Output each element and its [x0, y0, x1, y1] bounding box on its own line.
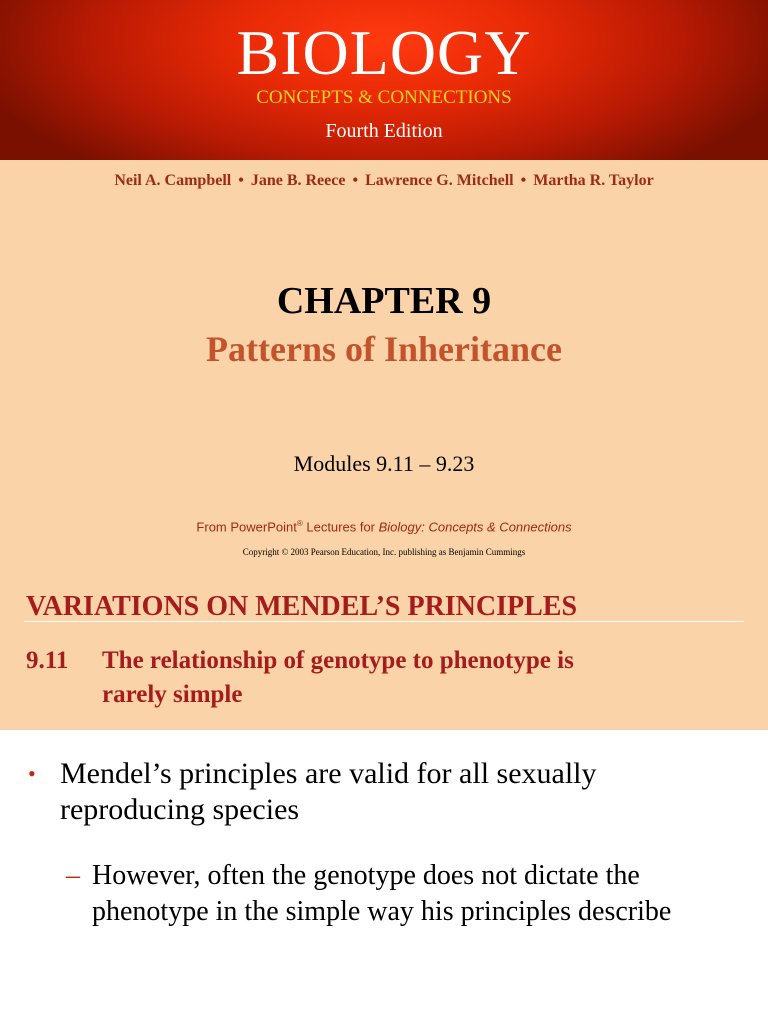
- chapter-number: CHAPTER 9: [276, 280, 492, 322]
- source-prefix: From PowerPoint: [196, 519, 297, 535]
- author-name: Jane B. Reece: [250, 172, 346, 189]
- source-book-title: Biology: Concepts & Connections: [378, 519, 572, 535]
- author-name: Lawrence G. Mitchell: [365, 172, 514, 189]
- sub-bullet-point: [66, 858, 746, 930]
- author-list: [0, 170, 768, 192]
- chapter-title: Patterns of Inheritance: [206, 329, 562, 369]
- module-range: Modules 9.11 – 9.23: [293, 451, 475, 476]
- author-name: Martha R. Taylor: [533, 172, 654, 189]
- bullet-point: [28, 756, 748, 828]
- module-heading-line2: rarely simple: [102, 681, 243, 708]
- module-heading: [26, 644, 746, 712]
- section-title: VARIATIONS ON MENDEL’S PRINCIPLES: [26, 591, 578, 622]
- author-separator: •: [520, 172, 527, 189]
- title-divider: [24, 621, 744, 622]
- book-subtitle: CONCEPTS & CONNECTIONS: [256, 87, 512, 108]
- author-separator: •: [238, 172, 244, 189]
- sub-bullet-text: However, often the genotype does not dictate the phenotype in the simple way his principles describe: [92, 860, 672, 927]
- book-banner: [0, 0, 768, 160]
- slide-header: [0, 576, 768, 730]
- bullet-icon: •: [28, 761, 36, 786]
- dash-icon: –: [66, 860, 80, 891]
- source-credit: [0, 515, 768, 536]
- author-name: Neil A. Campbell: [114, 172, 232, 189]
- author-separator: •: [352, 172, 359, 189]
- bullet-text: Mendel’s principles are valid for all sexually reproducing species: [60, 757, 597, 826]
- module-number: 9.11: [26, 647, 69, 674]
- source-middle: Lectures for: [302, 519, 379, 535]
- book-title: BIOLOGY: [236, 17, 532, 88]
- content-slide: [0, 576, 768, 1024]
- copyright-notice: Copyright © 2003 Pearson Education, Inc. publishing as Benjamin Cummings: [242, 547, 526, 557]
- registered-mark: ®: [296, 519, 303, 528]
- book-edition: Fourth Edition: [325, 120, 443, 142]
- module-heading-line1: The relationship of genotype to phenotype is: [102, 647, 574, 674]
